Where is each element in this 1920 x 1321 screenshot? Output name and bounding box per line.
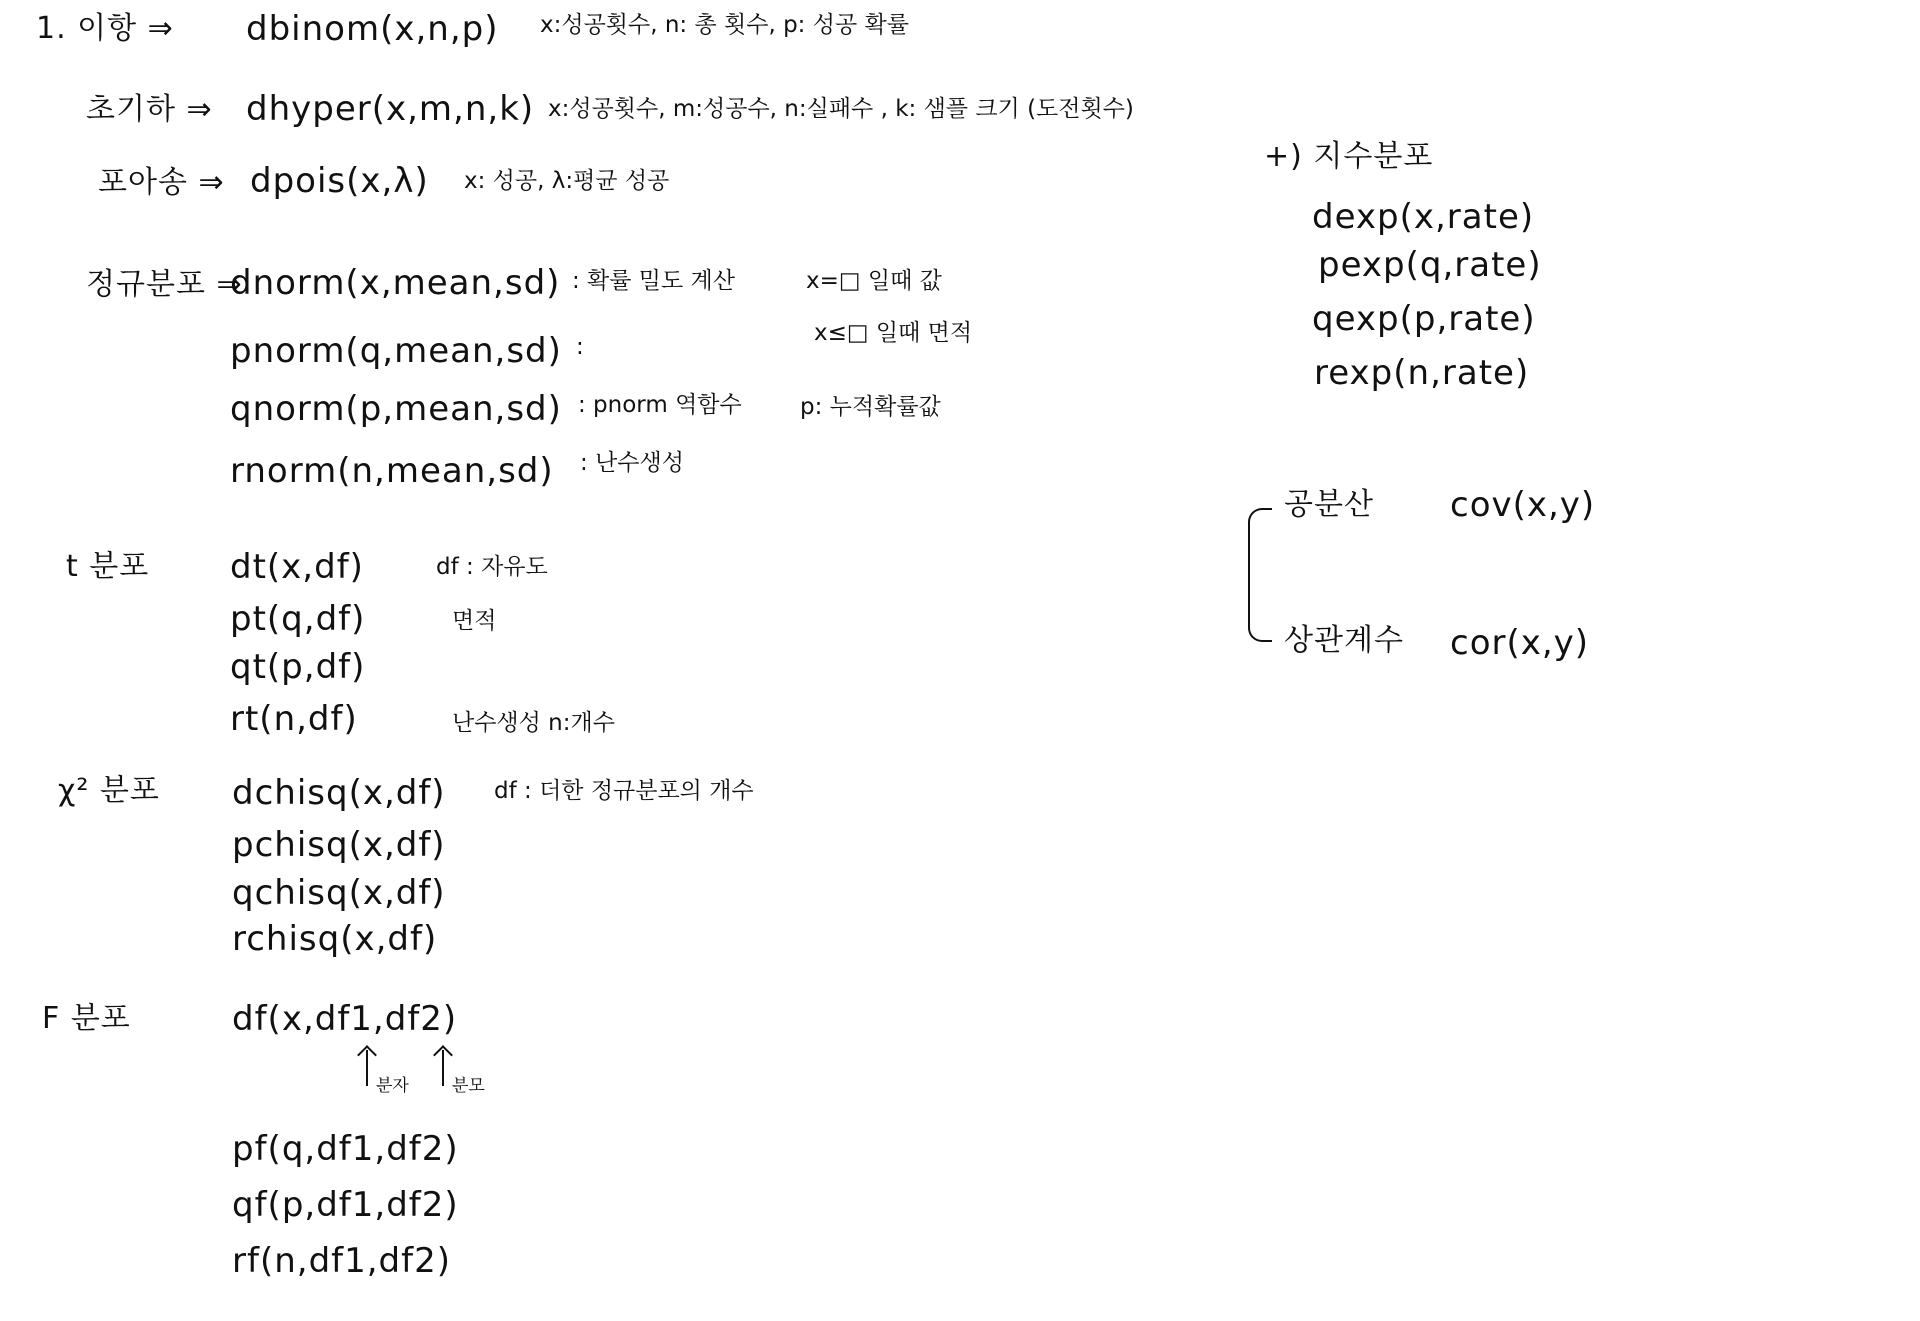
normal-note-q: : pnorm 역함수: [578, 392, 742, 418]
normal-extra-d: x=□ 일때 값: [806, 268, 942, 294]
chisq-dist-note-d: df : 더한 정규분포의 개수: [494, 778, 754, 804]
normal-note-r: : 난수생성: [580, 450, 684, 476]
binomial-label: 1. 이항 ⇒: [36, 11, 174, 46]
covariance-label: 공분산: [1284, 487, 1374, 522]
t-dist-note-d: df : 자유도: [436, 554, 548, 580]
grouping-bracket: [1248, 508, 1272, 642]
t-dist-note-p: 면적: [452, 608, 497, 634]
denominator-arrow-icon: [442, 1050, 444, 1086]
correlation-label: 상관계수: [1284, 623, 1404, 658]
normal-label: 정규분포 ⇒: [86, 267, 243, 302]
f-dist-function-r: rf(n,df1,df2): [232, 1241, 452, 1281]
binomial-function: dbinom(x,n,p): [246, 9, 499, 49]
f-dist-function-d: df(x,df1,df2): [232, 999, 458, 1039]
normal-note-d: : 확률 밀도 계산: [572, 268, 735, 294]
t-dist-label: t 분포: [66, 549, 150, 584]
t-dist-function-d: dt(x,df): [230, 547, 364, 587]
exponential-label: +) 지수분포: [1264, 139, 1434, 174]
normal-function-q: qnorm(p,mean,sd): [230, 389, 562, 429]
normal-function-r: rnorm(n,mean,sd): [230, 451, 554, 491]
binomial-note: x:성공횟수, n: 총 횟수, p: 성공 확률: [540, 12, 909, 38]
exponential-function-d: dexp(x,rate): [1312, 197, 1535, 237]
poisson-label: 포아송 ⇒: [98, 165, 225, 200]
f-dist-label: F 분포: [42, 1001, 131, 1036]
hypergeometric-function: dhyper(x,m,n,k): [246, 89, 535, 129]
normal-function-p: pnorm(q,mean,sd): [230, 331, 562, 371]
numerator-arrow-icon: [366, 1050, 368, 1086]
correlation-function: cor(x,y): [1450, 623, 1590, 663]
poisson-note: x: 성공, λ:평균 성공: [464, 168, 670, 194]
f-dist-function-q: qf(p,df1,df2): [232, 1185, 459, 1225]
f-dist-denominator-label: 분모: [452, 1076, 485, 1096]
chisq-dist-function-r: rchisq(x,df): [232, 919, 438, 959]
hypergeometric-label: 초기하 ⇒: [86, 92, 213, 127]
t-dist-note-r: 난수생성 n:개수: [452, 710, 615, 736]
chisq-dist-function-q: qchisq(x,df): [232, 873, 446, 913]
f-dist-numerator-label: 분자: [376, 1076, 409, 1096]
covariance-function: cov(x,y): [1450, 485, 1596, 525]
poisson-function: dpois(x,λ): [250, 161, 429, 201]
chisq-dist-label: χ² 분포: [58, 773, 160, 808]
chisq-dist-function-p: pchisq(x,df): [232, 825, 446, 865]
normal-function-d: dnorm(x,mean,sd): [230, 263, 561, 303]
t-dist-function-r: rt(n,df): [230, 699, 358, 739]
f-dist-function-p: pf(q,df1,df2): [232, 1129, 459, 1169]
exponential-function-q: qexp(p,rate): [1312, 299, 1536, 339]
t-dist-function-q: qt(p,df): [230, 647, 366, 687]
chisq-dist-function-d: dchisq(x,df): [232, 773, 446, 813]
normal-note-p: :: [576, 334, 584, 360]
t-dist-function-p: pt(q,df): [230, 599, 366, 639]
exponential-function-r: rexp(n,rate): [1314, 353, 1530, 393]
exponential-function-p: pexp(q,rate): [1318, 245, 1542, 285]
hypergeometric-note: x:성공횟수, m:성공수, n:실패수 , k: 샘플 크기 (도전횟수): [548, 96, 1134, 122]
normal-extra-p: x≤□ 일때 면적: [814, 320, 973, 346]
normal-extra-q: p: 누적확률값: [800, 394, 941, 420]
